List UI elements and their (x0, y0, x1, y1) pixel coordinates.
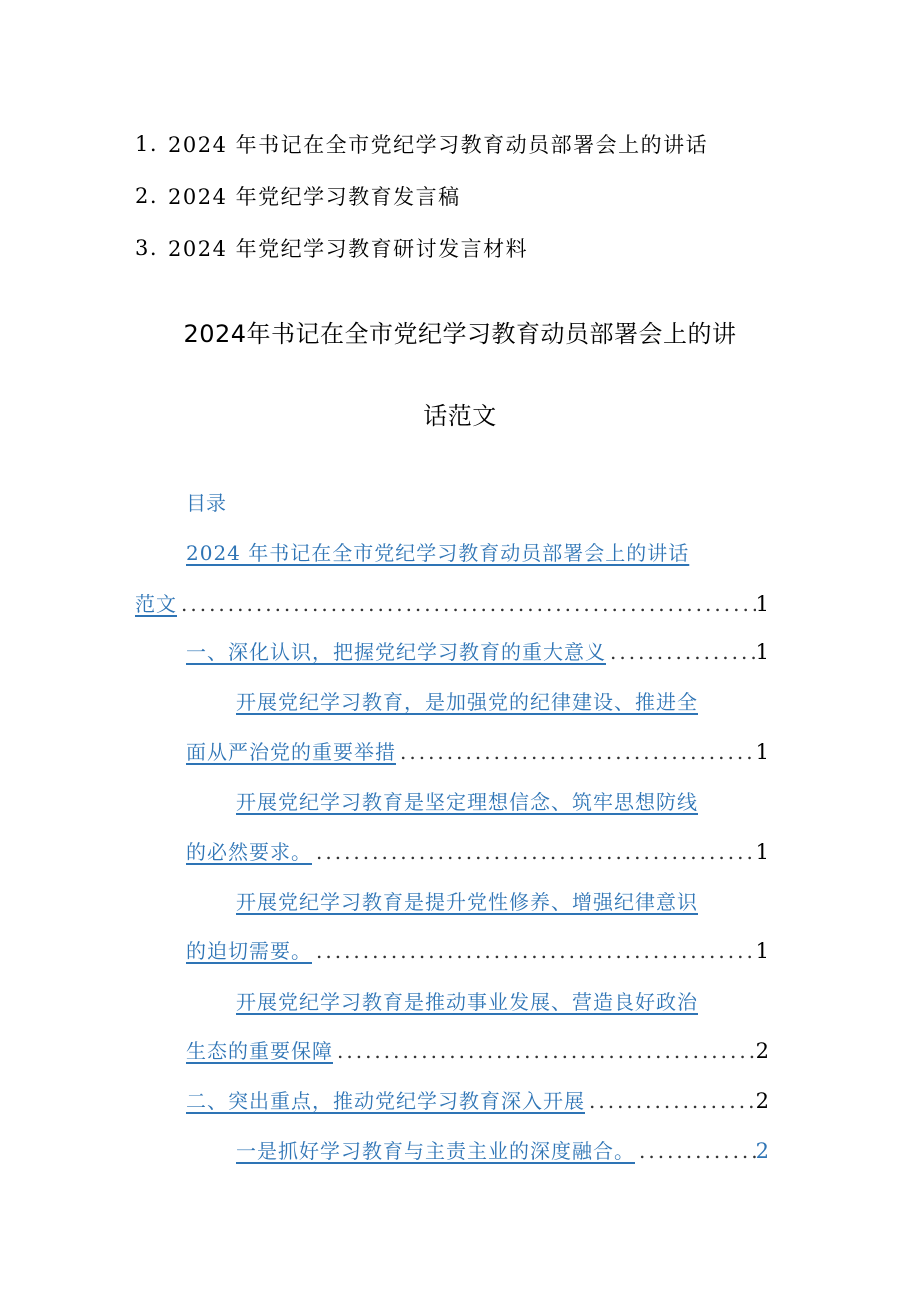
toc-entry-link[interactable] (236, 986, 698, 1015)
list-item (135, 118, 855, 170)
toc-entry-text[interactable]: 2024 年书记在全市党纪学习教育动员部署会上的讲话 (186, 541, 690, 565)
toc-entry-text[interactable]: 二、突出重点，推动党纪学习教育深入开展 (186, 1089, 585, 1113)
toc-leader-dots (333, 1039, 756, 1063)
toc-entry-link[interactable] (236, 786, 698, 815)
toc-entry-link[interactable] (236, 1135, 770, 1164)
toc-entry-text[interactable]: 范文 (135, 592, 177, 616)
document-title-line-2: 话范文 (423, 402, 497, 430)
toc-leader-dots (635, 1139, 756, 1163)
list-item-text: 2024 年党纪学习教育发言稿 (168, 185, 461, 209)
toc-entry-link[interactable] (236, 886, 698, 915)
toc-entry-text[interactable]: 开展党纪学习教育，是加强党的纪律建设、推进全 (236, 690, 698, 714)
toc-entry-link[interactable] (186, 935, 770, 964)
list-item-text: 2024 年书记在全市党纪学习教育动员部署会上的讲话 (168, 133, 709, 157)
toc-leader-dots (177, 592, 756, 616)
toc-leader-dots (312, 840, 756, 864)
toc-leader-dots (312, 939, 756, 963)
toc-entry-text[interactable]: 的必然要求。 (186, 840, 312, 864)
toc-entry-text[interactable]: 生态的重要保障 (186, 1039, 333, 1063)
list-number: 3. (135, 236, 159, 260)
list-item (135, 170, 855, 222)
toc-entry-link[interactable] (236, 686, 698, 715)
toc-heading: 目录 (186, 491, 226, 515)
toc-entry-text[interactable]: 一是抓好学习教育与主责主业的深度融合。 (236, 1139, 635, 1163)
toc-leader-dots (585, 1089, 756, 1113)
list-item (135, 222, 855, 274)
toc-page-number: 2 (755, 1039, 770, 1063)
toc-entry-link[interactable] (186, 636, 770, 665)
toc-entry-text[interactable]: 一、深化认识，把握党纪学习教育的重大意义 (186, 640, 606, 664)
document-title-line-1: 2024年书记在全市党纪学习教育动员部署会上的讲 (183, 320, 737, 348)
toc-entry-text[interactable]: 的迫切需要。 (186, 939, 312, 963)
toc-entry-link[interactable] (186, 537, 689, 566)
toc-page-number: 1 (755, 939, 770, 963)
toc-entry-link[interactable] (135, 588, 770, 617)
toc-entry-link[interactable] (186, 1085, 770, 1114)
toc-entry-link[interactable] (186, 836, 770, 865)
toc-entry-text[interactable]: 开展党纪学习教育是坚定理想信念、筑牢思想防线 (236, 790, 698, 814)
toc-page-number: 1 (755, 592, 770, 616)
toc-entry-text[interactable]: 面从严治党的重要举措 (186, 740, 396, 764)
toc-page-number: 1 (755, 840, 770, 864)
numbered-list (135, 118, 855, 274)
toc-page-number: 2 (755, 1139, 770, 1163)
toc-page-number: 2 (755, 1089, 770, 1113)
toc-page-number: 1 (755, 740, 770, 764)
toc-page-number: 1 (755, 640, 770, 664)
list-number: 2. (135, 184, 159, 208)
toc-entry-link[interactable] (186, 1035, 770, 1064)
list-number: 1. (135, 132, 159, 156)
list-item-text: 2024 年党纪学习教育研讨发言材料 (168, 237, 529, 261)
toc-entry-link[interactable] (186, 736, 770, 765)
toc-leader-dots (396, 740, 756, 764)
toc-entry-text[interactable]: 开展党纪学习教育是提升党性修养、增强纪律意识 (236, 890, 698, 914)
toc-leader-dots (606, 640, 756, 664)
toc-entry-text[interactable]: 开展党纪学习教育是推动事业发展、营造良好政治 (236, 990, 698, 1014)
